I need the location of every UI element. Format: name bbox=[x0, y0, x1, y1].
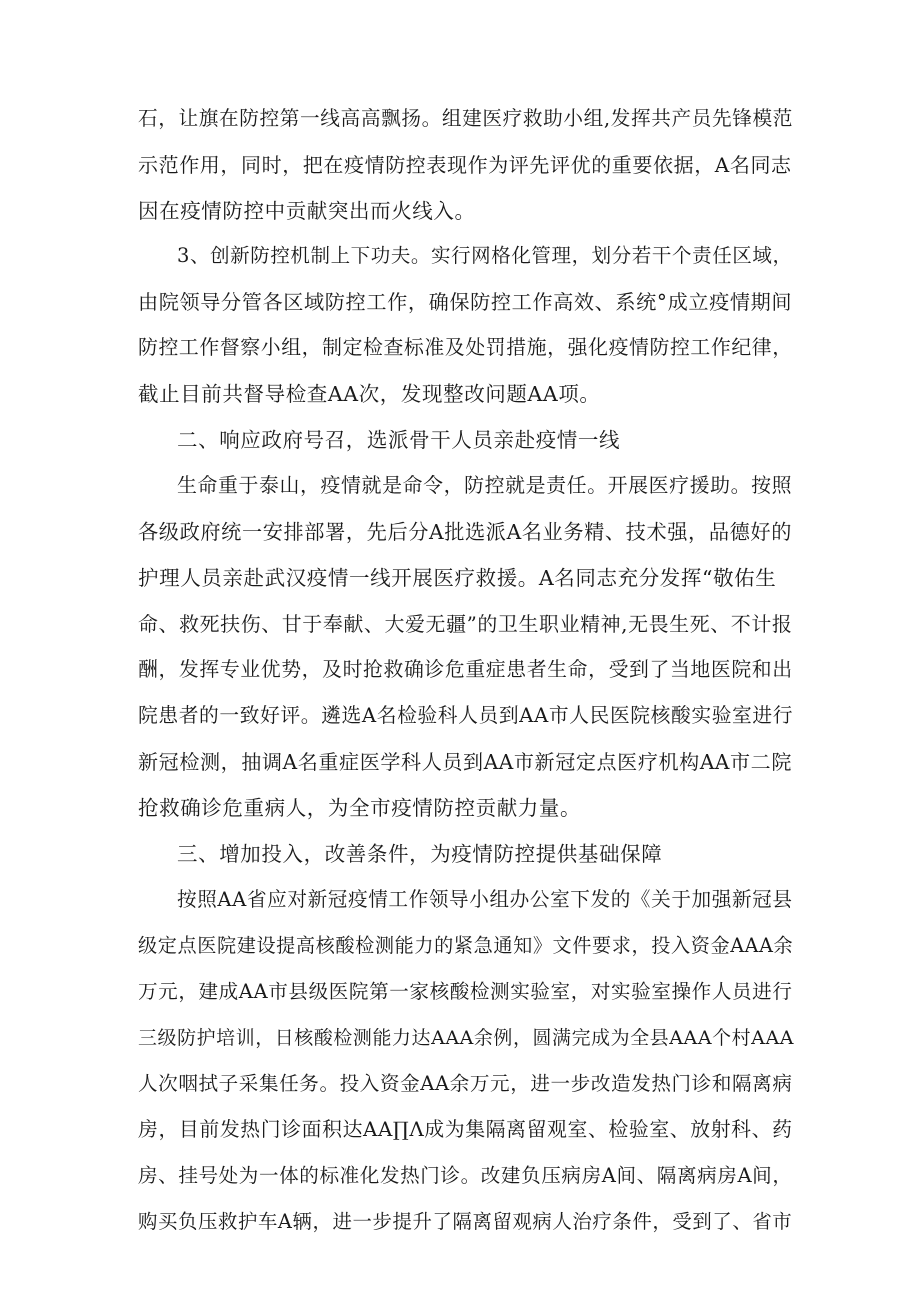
text-line: 新冠检测，抽调A名重症医学科人员到AA市新冠定点医疗机构AA市二院 bbox=[138, 750, 792, 774]
text-line: 万元，建成AA市县级医院第一家核酸检测实验室，对实验室操作人员进行 bbox=[138, 980, 793, 1003]
text-line: 石，让旗在防控第一线高高飘扬。组建医疗救助小组,发挥共产员先锋模范 bbox=[138, 107, 794, 130]
text-line: 抢救确诊危重病人，为全市疫情防控贡献力量。 bbox=[138, 796, 582, 820]
text-line: 三级防护培训，日核酸检测能力达AAA余例，圆满完成为全县AAA个村AAA bbox=[138, 1027, 794, 1049]
text-line: 按照AA省应对新冠疫情工作领导小组办公室下发的《关于加强新冠县 bbox=[177, 888, 793, 911]
text-line: 生命重于泰山，疫情就是命令，防控就是责任。开展医疗援助。按照 bbox=[177, 474, 793, 497]
text-line: 截止目前共督导检查AA次，发现整改问题AA项。 bbox=[138, 382, 601, 406]
text-line: 由院领导分管各区域防控工作，确保防控工作高效、系统°成立疫情期间 bbox=[138, 290, 793, 314]
section-heading: 二、响应政府号召，选派骨干人员亲赴疫情一线 bbox=[177, 428, 621, 452]
text-line: 命、救死扶伤、甘于奉献、大爱无疆”的卫生职业精神,无畏生死、不计报 bbox=[138, 612, 793, 636]
text-line: 人次咽拭子采集任务。投入资金AA余万元，进一步改造发热门诊和隔离病 bbox=[138, 1072, 793, 1095]
section-heading: 三、增加投入，改善条件，为疫情防控提供基础保障 bbox=[177, 842, 663, 866]
text-line: 房，目前发热门诊面积达AA∏Λ成为集隔离留观室、检验室、放射科、药 bbox=[138, 1118, 793, 1141]
text-line: 房、挂号处为一体的标准化发热门诊。改建负压病房A间、隔离病房A间， bbox=[138, 1164, 793, 1187]
text-line: 护理人员亲赴武汉疫情一线开展医疗救援。A名同志充分发挥“敬佑生 bbox=[138, 566, 777, 590]
text-line: 酬，发挥专业优势，及时抢救确诊危重症患者生命，受到了当地医院和出 bbox=[138, 658, 793, 681]
text-line: 级定点医院建设提高核酸检测能力的紧急通知》文件要求，投入资金AAA余 bbox=[138, 934, 794, 957]
text-line: 防控工作督察小组，制定检查标准及处罚措施，强化疫情防控工作纪律， bbox=[138, 336, 793, 359]
text-line: 示范作用，同时，把在疫情防控表现作为评先评优的重要依据，A名同志 bbox=[138, 153, 792, 177]
text-line: 购买负压救护车A辆，进一步提升了隔离留观病人治疗条件，受到了、省市 bbox=[138, 1210, 793, 1233]
text-line: 院患者的一致好评。遴选A名检验科人员到AA市人民医院核酸实验室进行 bbox=[138, 704, 794, 727]
text-line: 各级政府统一安排部署，先后分A批选派A名业务精、技术强，品德好的 bbox=[138, 520, 792, 544]
text-line: 因在疫情防控中贡献突出而火线入。 bbox=[138, 199, 476, 223]
text-line: 3、创新防控机制上下功夫。实行网格化管理，划分若干个责任区域， bbox=[177, 244, 793, 267]
